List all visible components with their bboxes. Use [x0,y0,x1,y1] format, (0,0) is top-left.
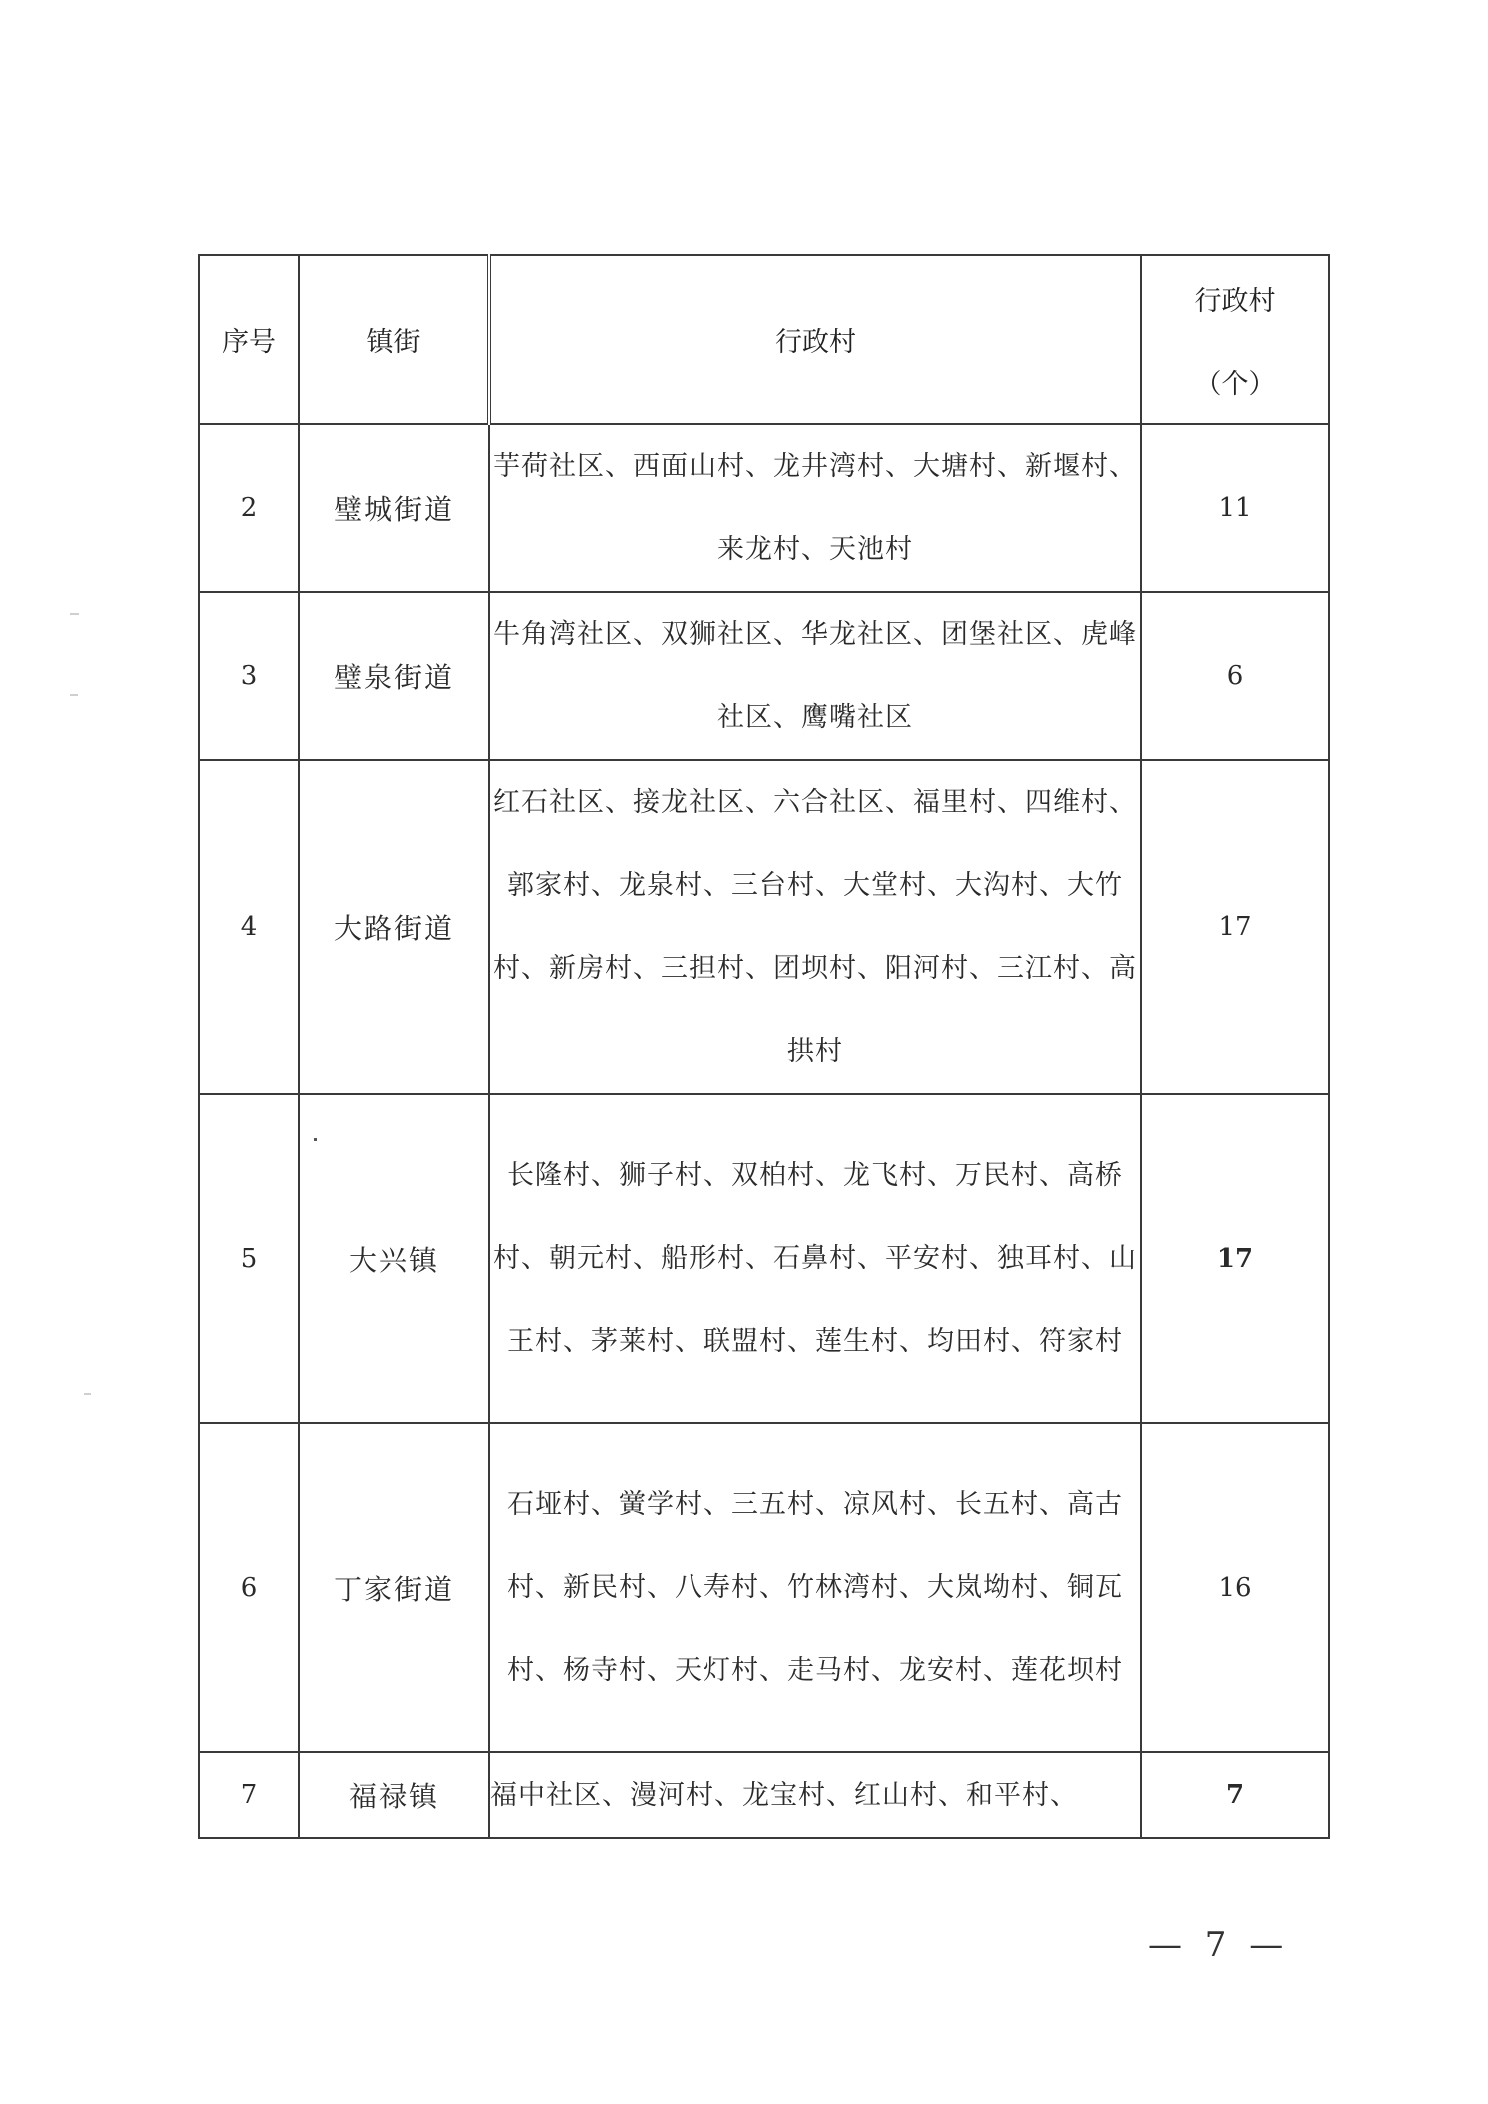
village-table [198,254,1330,1839]
header-count [1141,255,1329,424]
table-header-row [199,255,1329,424]
row-town: 璧城街道 [299,424,489,592]
row-count: 6 [1141,592,1329,760]
row-count: 17 [1141,1094,1329,1423]
row-villages: 石垭村、黉学村、三五村、凉风村、长五村、高古村、新民村、八寿村、竹林湾村、大岚坳村、铜瓦村、杨寺村、天灯村、走马村、龙安村、莲花坝村 [489,1423,1141,1752]
table-row [199,1423,1329,1752]
row-villages: 牛角湾社区、双狮社区、华龙社区、团堡社区、虎峰社区、鹰嘴社区 [489,592,1141,760]
row-index: 7 [199,1752,299,1838]
row-index: 3 [199,592,299,760]
row-town: 璧泉街道 [299,592,489,760]
row-count: 7 [1141,1752,1329,1838]
row-count: 17 [1141,760,1329,1094]
header-count-line2: （个） [1194,368,1276,400]
header-count-line1: 行政村 [1194,285,1276,317]
scan-speck [70,613,79,615]
table-row [199,1094,1329,1423]
row-index: 6 [199,1423,299,1752]
header-town: 镇街 [299,255,489,424]
row-town: 福禄镇 [299,1752,489,1838]
row-count: 16 [1141,1423,1329,1752]
table-row [199,424,1329,592]
row-town: 大兴镇 [299,1094,489,1423]
row-count: 11 [1141,424,1329,592]
row-villages: 福中社区、漫河村、龙宝村、红山村、和平村、 [489,1752,1141,1838]
header-index: 序号 [199,255,299,424]
scan-speck [70,694,78,696]
page-number: — 7 — [1148,1925,1290,1965]
header-villages: 行政村 [489,255,1141,424]
row-villages: 芋荷社区、西面山村、龙井湾村、大塘村、新堰村、来龙村、天池村 [489,424,1141,592]
scan-speck [84,1393,91,1395]
scan-speck [314,1138,317,1141]
row-index: 4 [199,760,299,1094]
row-villages: 长隆村、狮子村、双柏村、龙飞村、万民村、高桥村、朝元村、船形村、石鼻村、平安村、独耳村、山王村、茅莱村、联盟村、莲生村、均田村、符家村 [489,1094,1141,1423]
row-index: 5 [199,1094,299,1423]
row-town: 大路街道 [299,760,489,1094]
table-row [199,592,1329,760]
table-row [199,760,1329,1094]
row-index: 2 [199,424,299,592]
table-row [199,1752,1329,1838]
row-villages: 红石社区、接龙社区、六合社区、福里村、四维村、郭家村、龙泉村、三台村、大堂村、大沟村、大竹村、新房村、三担村、团坝村、阳河村、三江村、高拱村 [489,760,1141,1094]
row-town: 丁家街道 [299,1423,489,1752]
